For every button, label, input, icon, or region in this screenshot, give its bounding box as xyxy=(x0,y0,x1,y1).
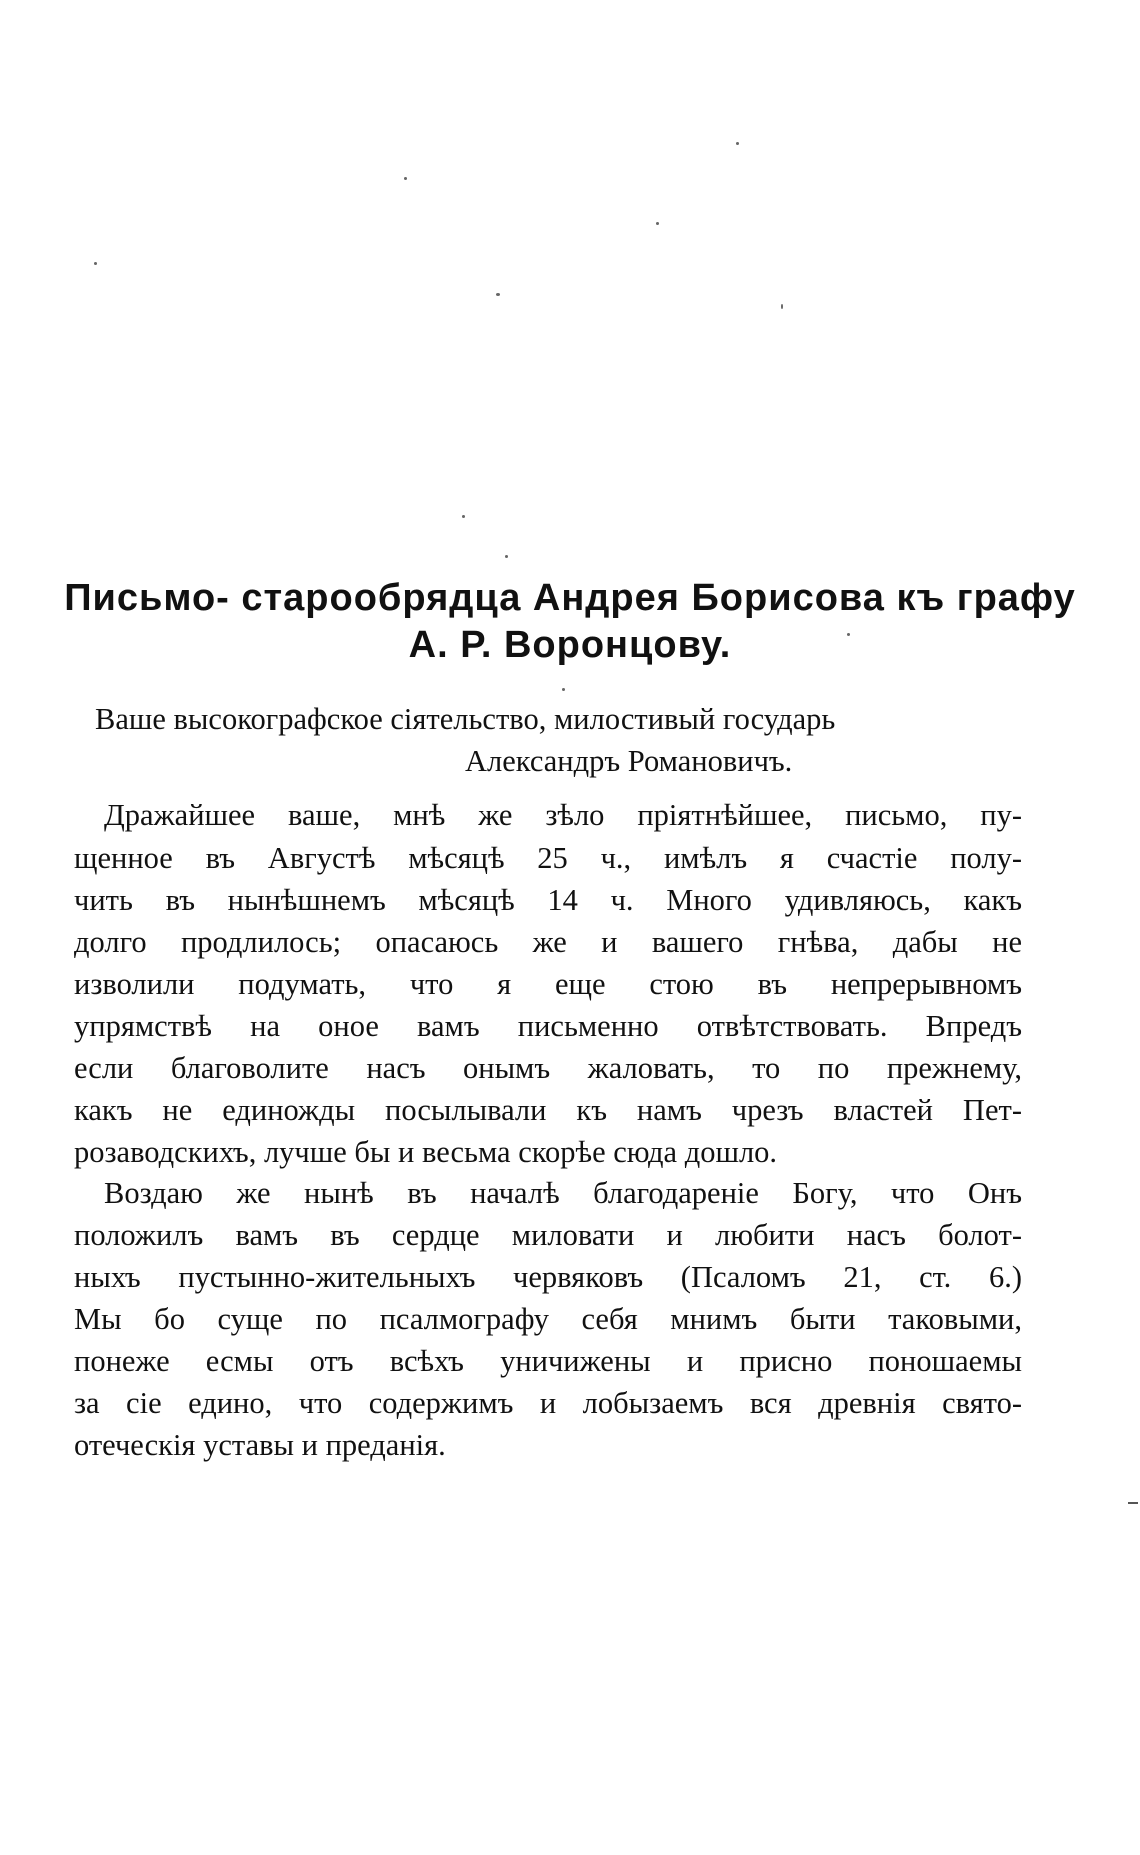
scan-speck xyxy=(736,142,739,145)
paragraph-2-line: Воздаю же нынѣ въ началѣ благодареніе Богу, что Онъ xyxy=(104,1176,1022,1210)
scan-speck xyxy=(496,293,500,296)
paragraph-2-line: положилъ вамъ въ сердце миловати и любити насъ болот- xyxy=(74,1218,1022,1252)
document-title-line-1: Письмо- старообрядца Андрея Борисова къ графу xyxy=(64,577,1076,619)
paragraph-2-line: понеже есмы отъ всѣхъ уничижены и присно поношаемы xyxy=(74,1344,1022,1378)
paragraph-1-line: долго продлилось; опасаюсь же и вашего гнѣва, дабы не xyxy=(74,925,1022,959)
paragraph-1-line: щенное въ Августѣ мѣсяцѣ 25 ч., имѣлъ я счастіе полу- xyxy=(74,841,1022,875)
scan-speck xyxy=(94,262,97,265)
paragraph-2-line-last: отеческія уставы и преданія. xyxy=(74,1428,446,1462)
paragraph-2-line: за сіе едино, что содержимъ и лобызаемъ вся древнія свято- xyxy=(74,1386,1022,1420)
scan-speck xyxy=(656,222,659,225)
paragraph-1-line: упрямствѣ на оное вамъ письменно отвѣтствовать. Впредъ xyxy=(74,1009,1022,1043)
scan-speck xyxy=(404,177,407,180)
scan-speck xyxy=(781,304,783,309)
scan-speck xyxy=(562,688,565,691)
scan-speck xyxy=(462,515,465,518)
paragraph-1-line: если благоволите насъ онымъ жаловать, то по прежнему, xyxy=(74,1051,1022,1085)
paragraph-1-line-last: розаводскихъ, лучше бы и весьма скорѣе сюда дошло. xyxy=(74,1135,778,1169)
salutation-line-1: Ваше высокографское сіятельство, милостивый государь xyxy=(95,702,836,736)
paragraph-1-line: какъ не единожды посылывали къ намъ чрезъ властей Пет- xyxy=(74,1093,1022,1127)
salutation-line-2: Александръ Романовичъ. xyxy=(465,744,793,778)
document-title-line-2: А. Р. Воронцову. xyxy=(408,624,732,666)
scan-mark xyxy=(1128,1502,1138,1504)
scan-speck xyxy=(505,555,508,558)
paragraph-1-line: чить въ нынѣшнемъ мѣсяцѣ 14 ч. Много удивляюсь, какъ xyxy=(74,883,1022,917)
paragraph-2-line: Мы бо суще по псалмографу себя мнимъ быти таковыми, xyxy=(74,1302,1022,1336)
paragraph-1-line: Дражайшее ваше, мнѣ же зѣло пріятнѣйшее, письмо, пу- xyxy=(104,798,1022,832)
paragraph-1-line: изволили подумать, что я еще стою въ непрерывномъ xyxy=(74,967,1022,1001)
paragraph-2-line: ныхъ пустынно-жительныхъ червяковъ (Псаломъ 21, ст. 6.) xyxy=(74,1260,1022,1294)
